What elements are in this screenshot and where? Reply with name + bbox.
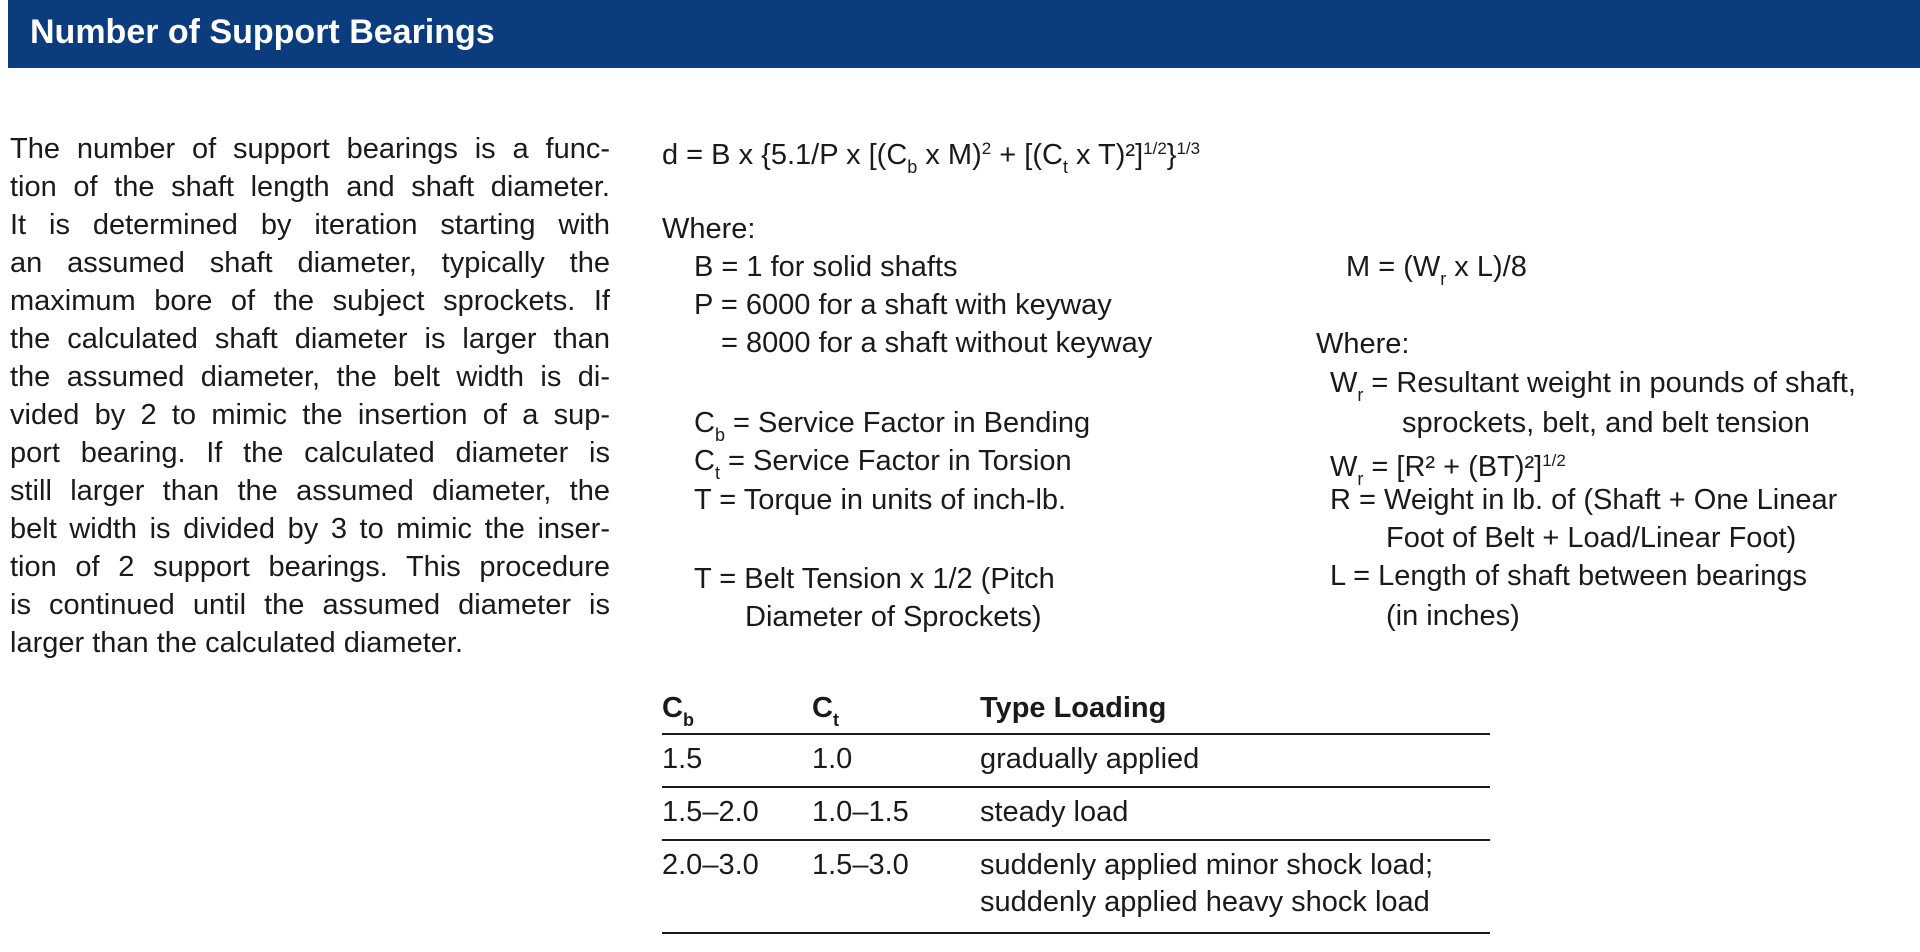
definition-text: = Service Factor in Bending <box>724 407 1091 439</box>
column-header-ct <box>812 690 839 739</box>
table-body <box>662 735 1490 934</box>
definition-p: P = 6000 for a shaft with keyway <box>694 289 1112 321</box>
section-header <box>8 0 1920 68</box>
section-title: Number of Support Bearings <box>30 13 495 51</box>
paragraph-line: tion of the shaft length and shaft diameter. <box>10 171 610 203</box>
symbol: C <box>694 445 715 477</box>
formula-part: x M) <box>917 139 982 171</box>
symbol: C <box>694 407 715 439</box>
paragraph-line: still larger than the assumed diameter, the <box>10 475 610 507</box>
definition-p-alt: = 8000 for a shaft without keyway <box>721 327 1153 359</box>
definition-l: L = Length of shaft between bearings <box>1330 560 1807 592</box>
table-cell-type: suddenly applied minor shock load; <box>980 849 1433 881</box>
table-cell-type-cont: suddenly applied heavy shock load <box>980 886 1430 918</box>
formula-superscript: 2 <box>981 139 992 158</box>
formula-part: M = (W <box>1346 251 1441 283</box>
table-cell-ct: 1.0 <box>812 743 853 775</box>
formula-superscript: 1/3 <box>1176 139 1201 158</box>
definition-text: = Resultant weight in pounds of shaft, <box>1363 367 1856 399</box>
where-label: Where: <box>662 213 756 245</box>
header-symbol: C <box>662 692 683 724</box>
formula-part: x L)/8 <box>1446 251 1527 283</box>
formula-subscript: b <box>907 157 918 177</box>
symbol-subscript: t <box>714 463 720 483</box>
table-cell-type: steady load <box>980 796 1129 828</box>
paragraph-line: an assumed shaft diameter, typically the <box>10 247 610 279</box>
definition-wr-cont: sprockets, belt, and belt tension <box>1402 407 1810 439</box>
definition-r: R = Weight in lb. of (Shaft + One Linear <box>1330 484 1838 516</box>
definition-r-cont: Foot of Belt + Load/Linear Foot) <box>1386 522 1797 554</box>
moment-formula <box>1346 248 1527 298</box>
symbol-subscript: r <box>1357 385 1364 405</box>
formula-superscript: 1/2 <box>1143 139 1167 158</box>
paragraph-line: maximum bore of the subject sprockets. If <box>10 285 610 317</box>
paragraph-line: is continued until the assumed diameter is <box>10 589 610 621</box>
definition-l-cont: (in inches) <box>1386 600 1520 632</box>
symbol: W <box>1330 451 1358 483</box>
table-cell-cb: 2.0–3.0 <box>662 849 759 881</box>
paragraph-line: tion of 2 support bearings. This procedure <box>10 551 610 583</box>
definition-text: = Service Factor in Torsion <box>719 445 1072 477</box>
table-rule <box>662 932 1490 934</box>
table-cell-cb: 1.5 <box>662 743 703 775</box>
formula-part: d = B x {5.1/P x [(C <box>662 139 908 171</box>
formula-subscript: r <box>1440 269 1447 289</box>
header-subscript: t <box>832 710 839 730</box>
paragraph-line: belt width is divided by 3 to mimic the inser- <box>10 513 610 545</box>
paragraph-line: larger than the calculated diameter. <box>10 627 463 659</box>
formula-part: x T)²] <box>1067 139 1144 171</box>
definition-tension-cont: Diameter of Sprockets) <box>745 601 1042 633</box>
paragraph-line: the assumed diameter, the belt width is di- <box>10 361 610 393</box>
diameter-formula <box>662 130 1200 186</box>
definition-text: = [R² + (BT)²] <box>1363 451 1543 483</box>
symbol: W <box>1330 367 1358 399</box>
service-factor-table <box>662 688 1490 934</box>
paragraph-line: It is determined by iteration starting with <box>10 209 610 241</box>
table-row <box>662 841 1490 934</box>
formula-subscript: t <box>1062 157 1068 177</box>
column-header-cb <box>662 690 694 739</box>
header-subscript: b <box>682 710 694 730</box>
table-cell-cb: 1.5–2.0 <box>662 796 759 828</box>
paragraph-line: The number of support bearings is a func- <box>10 133 610 165</box>
formula-part: } <box>1166 139 1177 171</box>
symbol-subscript: b <box>714 425 725 445</box>
table-row <box>662 788 1490 841</box>
header-symbol: C <box>812 692 833 724</box>
intro-paragraph <box>10 130 610 662</box>
where-label: Where: <box>1316 328 1410 360</box>
table-cell-ct: 1.5–3.0 <box>812 849 909 881</box>
formula-part: + [(C <box>991 139 1063 171</box>
definition-b: B = 1 for solid shafts <box>694 251 958 283</box>
paragraph-line: vided by 2 to mimic the insertion of a sup- <box>10 399 610 431</box>
definition-torque: T = Torque in units of inch-lb. <box>694 484 1067 516</box>
column-header-type: Type Loading <box>980 692 1167 724</box>
table-cell-ct: 1.0–1.5 <box>812 796 909 828</box>
formula-superscript: 1/2 <box>1542 451 1566 470</box>
table-header-row <box>662 688 1490 735</box>
symbol-subscript: r <box>1357 469 1364 489</box>
table-row <box>662 735 1490 788</box>
definition-tension: T = Belt Tension x 1/2 (Pitch <box>694 563 1055 595</box>
paragraph-line: port bearing. If the calculated diameter is <box>10 437 610 469</box>
paragraph-line: the calculated shaft diameter is larger than <box>10 323 610 355</box>
table-cell-type: gradually applied <box>980 743 1200 775</box>
